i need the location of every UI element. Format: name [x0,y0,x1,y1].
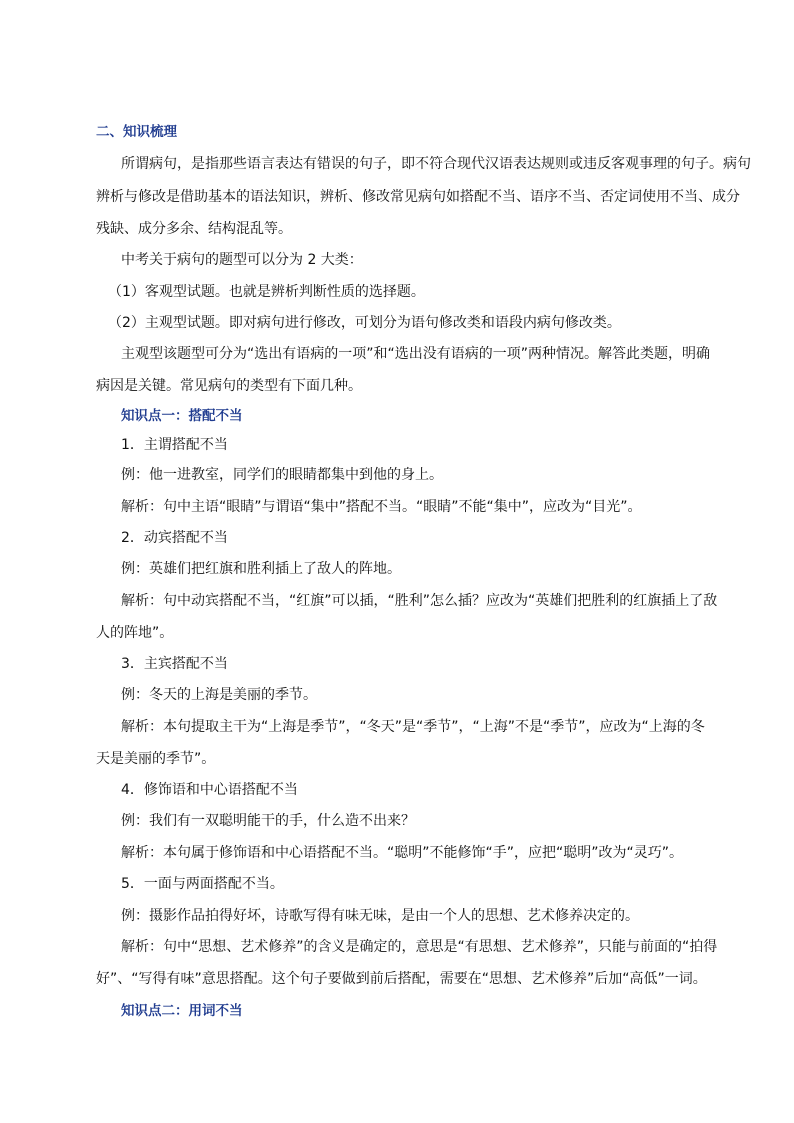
subsection-5-analysis-line-1: 解析：句中“思想、艺术修养”的含义是确定的，意思是“有思想、艺术修养”，只能与前面的“拍得 [121,939,718,955]
subsection-2-example: 例：英雄们把红旗和胜利插上了敌人的阵地。 [121,561,401,577]
type-item-1: （1）客观型试题。也就是辨析判断性质的选择题。 [108,284,425,300]
subsection-1-heading: 1．主谓搭配不当 [121,437,228,453]
subsection-2-analysis-line-1: 解析：句中动宾搭配不当，“红旗”可以插，“胜利”怎么插？应改为“英雄们把胜利的红旗插上了敌 [121,593,718,609]
subsection-1-example: 例：他一进教室，同学们的眼睛都集中到他的身上。 [121,467,443,483]
intro-line-1: 所谓病句，是指那些语言表达有错误的句子，即不符合现代汉语表达规则或违反客观事理的句子。病句 [121,156,751,172]
subsection-3-example: 例：冬天的上海是美丽的季节。 [121,687,317,703]
subsection-5-example: 例：摄影作品拍得好坏，诗歌写得有味无味，是由一个人的思想、艺术修养决定的。 [121,908,639,924]
subsection-5-analysis-line-2: 好”、“写得有味”意思搭配。这个句子要做到前后搭配，需要在“思想、艺术修养”后加“高低”一词。 [96,971,707,987]
subsection-5-heading: 5．一面与两面搭配不当。 [121,876,284,892]
subsection-3-analysis-line-2: 天是美丽的季节”。 [96,751,216,767]
subsection-4-analysis: 解析：本句属于修饰语和中心语搭配不当。“聪明”不能修饰“手”，应把“聪明”改为“灵巧”。 [121,845,684,861]
intro-line-2: 辨析与修改是借助基本的语法知识，辨析、修改常见病句如搭配不当、语序不当、否定词使用不当、成分 [96,189,740,205]
intro-line-3: 残缺、成分多余、结构混乱等。 [96,221,292,237]
knowledge-point-1-title: 知识点一：搭配不当 [121,408,243,424]
type-item-2: （2）主观型试题。即对病句进行修改，可划分为语句修改类和语段内病句修改类。 [108,315,621,331]
types-intro: 中考关于病句的题型可以分为 2 大类： [121,252,363,268]
subsection-3-analysis-line-1: 解析：本句提取主干为“上海是季节”，“冬天”是“季节”，“上海”不是“季节”，应改为“上海的冬 [121,719,705,735]
section-title: 二、知识梳理 [96,124,177,140]
knowledge-point-2-title: 知识点二：用词不当 [121,1003,243,1019]
subsection-1-analysis: 解析：句中主语“眼睛”与谓语“集中”搭配不当。“眼睛”不能“集中”，应改为“目光”。 [121,499,642,515]
subsection-3-heading: 3．主宾搭配不当 [121,656,228,672]
subsection-4-heading: 4．修饰语和中心语搭配不当 [121,782,298,798]
subjective-line-2: 病因是关键。常见病句的类型有下面几种。 [96,378,362,394]
subsection-4-example: 例：我们有一双聪明能干的手，什么造不出来？ [121,813,415,829]
subsection-2-analysis-line-2: 人的阵地”。 [96,625,174,641]
subsection-2-heading: 2．动宾搭配不当 [121,530,228,546]
subjective-line-1: 主观型该题型可分为“选出有语病的一项”和“选出没有语病的一项”两种情况。解答此类题，明确 [121,346,711,362]
